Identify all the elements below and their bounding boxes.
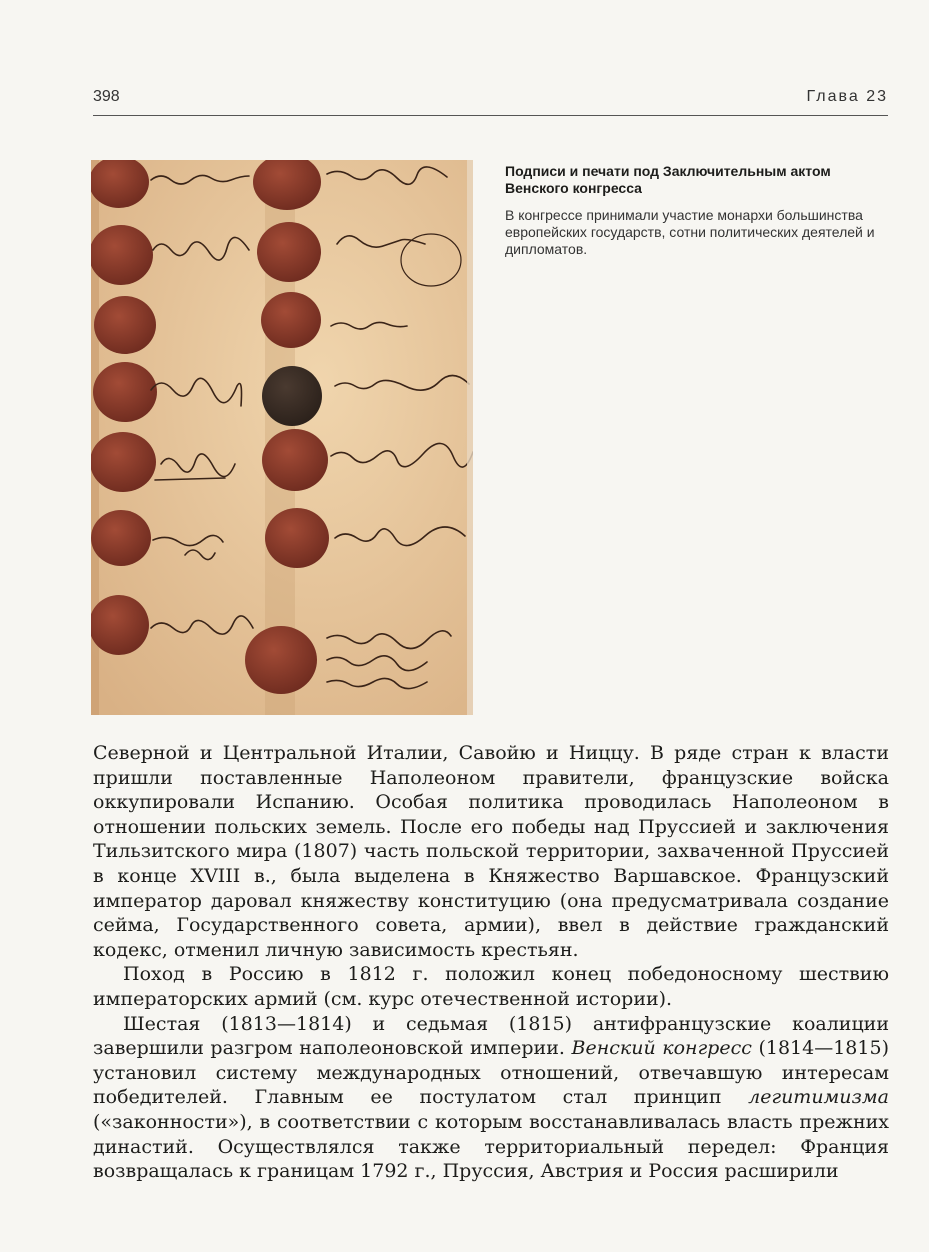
paragraph-1: Северной и Центральной Италии, Савойю и Ниццу. В ряде стран к власти пришли поставленные Наполеоном правители, французские войска оккупировали Испанию. Особая политика проводилась Наполеоном в отношении польских земель. После его победы над Пруссией и заключения Тильзитского мира (1807) часть польской территории, захваченной Пруссией в конце XVIII в., была выделена в Княжество Варшавское. Французский император даровал княжеству конституцию (она предусматривала создание сейма, Государственного совета, армии), ввел в действие гражданский кодекс, отменил личную зависимость крестьян. <box>93 742 889 961</box>
term-legitimism: легитимизма <box>748 1086 889 1109</box>
paragraph-2: Поход в Россию в 1812 г. положил конец победоносному шествию императорских армий (см. курс отечественной истории). <box>93 963 889 1010</box>
paragraph-3 <box>93 1012 889 1184</box>
paragraph-3-text-c: («законности»), в соответствии с которым восстанавливалась власть прежних династий. Осуществлялся также территориальный передел: Франция возвращалась к границам 1792 г., Пруссия, Австрия и Россия расширили <box>93 1110 889 1183</box>
caption-title: Подписи и печати под Заключительным актом Венского конгресса <box>505 163 831 196</box>
header-rule <box>93 115 888 116</box>
page-number: 398 <box>93 88 120 105</box>
photo-signatures-seals <box>91 160 473 715</box>
paragraph-3-text-a: Шестая (1813—1814) и седьмая (1815) антифранцузские коалиции завершили разгром наполеоновской империи. <box>93 1012 889 1060</box>
body-text <box>93 741 889 1184</box>
caption-body: В конгрессе принимали участие монархи большинства европейских государств, сотни политических деятелей и дипломатов. <box>505 207 875 257</box>
term-vienna-congress: Венский конгресс <box>571 1037 752 1060</box>
photo-caption <box>505 163 889 258</box>
page-header <box>93 86 888 110</box>
chapter-label: Глава 23 <box>806 88 888 105</box>
paragraph-3-text-b: (1814—1815) установил систему международных отношений, отвечавшую интересам победителей. Главным ее постулатом стал принцип <box>93 1037 889 1109</box>
